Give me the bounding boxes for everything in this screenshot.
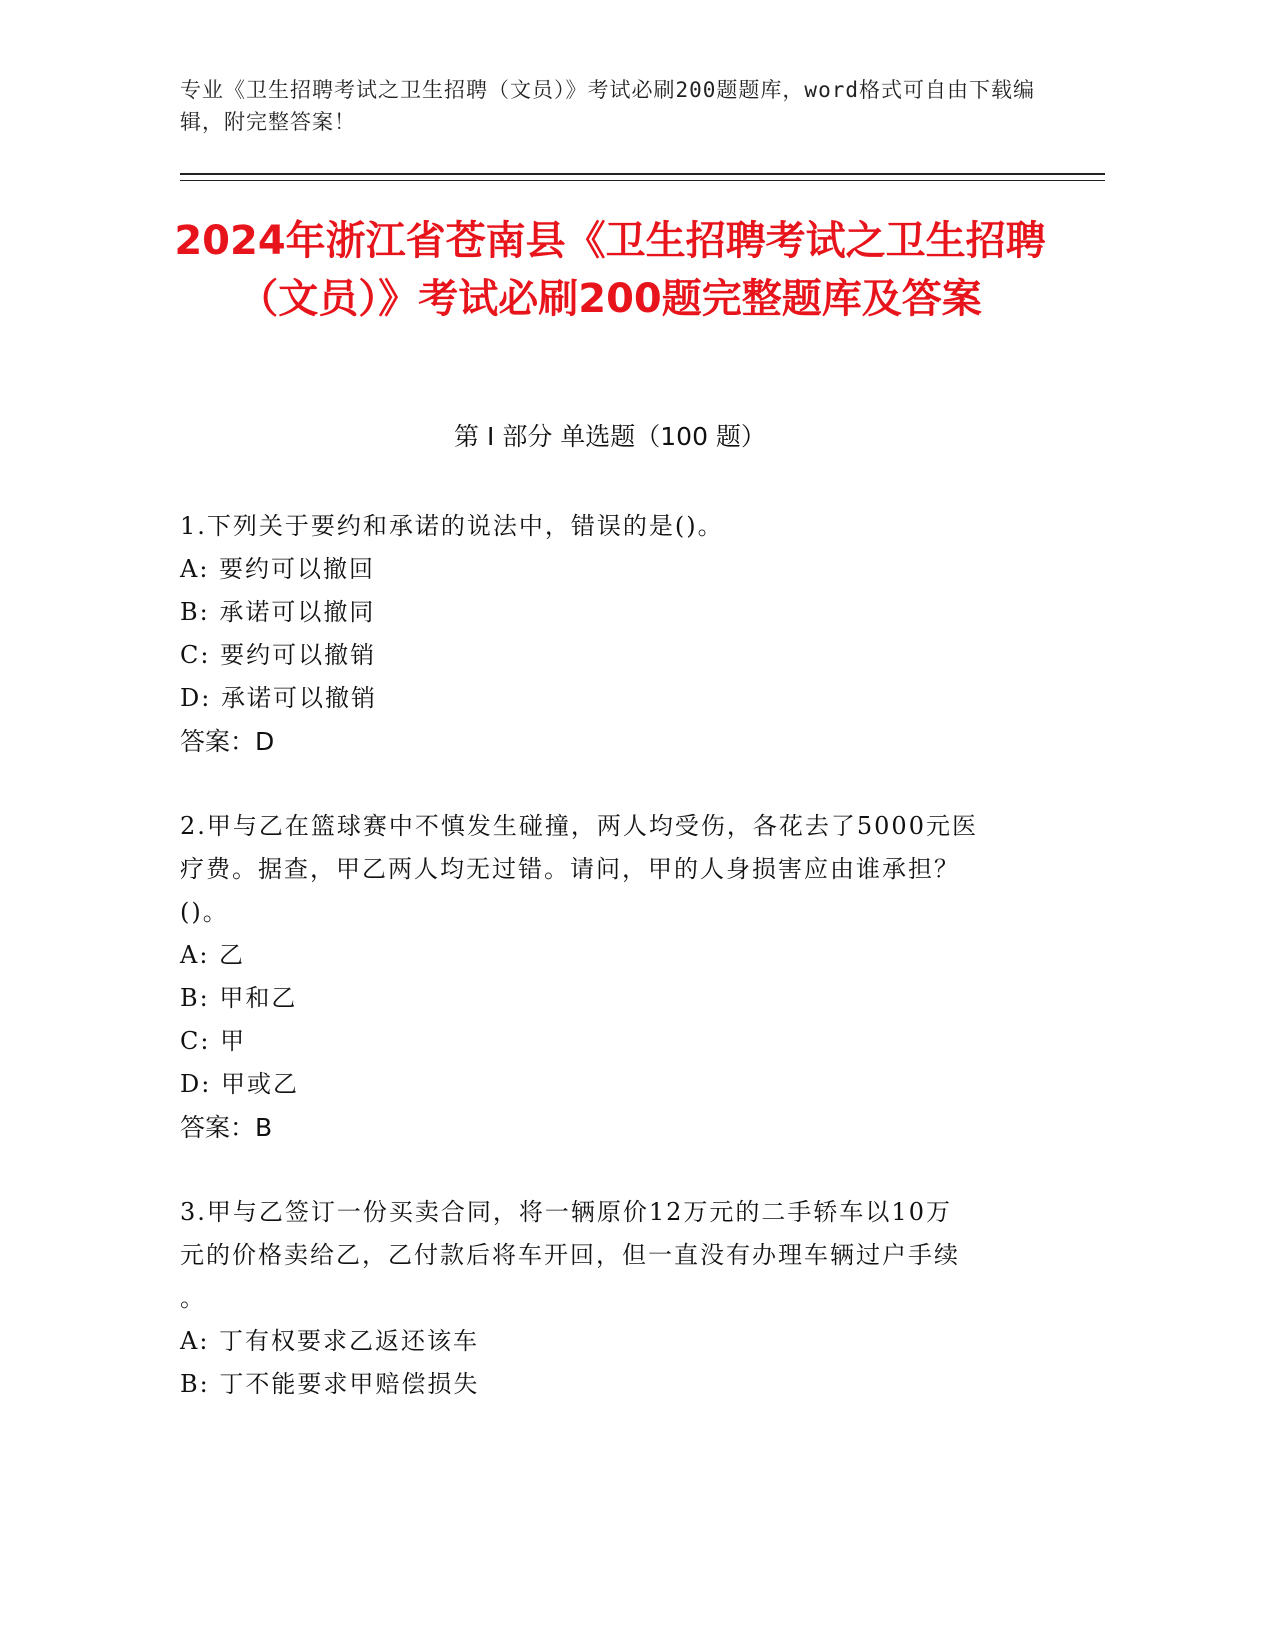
header-divider-thin <box>180 180 1105 181</box>
option-a: A: 乙 <box>180 941 246 969</box>
option-d: D: 甲或乙 <box>180 1070 299 1098</box>
question-text: 疗费。据查，甲乙两人均无过错。请问，甲的人身损害应由谁承担？ <box>180 855 960 883</box>
question-text: 元的价格卖给乙，乙付款后将车开回，但一直没有办理车辆过户手续 <box>180 1241 960 1269</box>
document-title: 2024年浙江省苍南县《卫生招聘考试之卫生招聘（文员）》考试必刷200题完整题库及答案 <box>174 218 1046 322</box>
question-list <box>180 505 1040 1448</box>
option-b: B: 承诺可以撤同 <box>180 598 376 626</box>
option-b: B: 丁不能要求甲赔偿损失 <box>180 1370 480 1398</box>
question-text: ()。 <box>180 898 229 926</box>
answer: 答案：D <box>180 727 275 756</box>
option-d: D: 承诺可以撤销 <box>180 684 377 712</box>
question-text: 。 <box>180 1284 206 1312</box>
question-2 <box>180 805 1040 1149</box>
option-a: A: 丁有权要求乙返还该车 <box>180 1327 480 1355</box>
question-1 <box>180 505 1040 763</box>
question-text: 2.甲与乙在篮球赛中不慎发生碰撞，两人均受伤，各花去了5000元医 <box>180 812 978 840</box>
option-c: C: 要约可以撤销 <box>180 641 377 669</box>
answer: 答案：B <box>180 1113 273 1142</box>
section-heading: 第 I 部分 单选题（100 题） <box>454 422 766 451</box>
header-divider-thick <box>180 173 1105 175</box>
option-b: B: 甲和乙 <box>180 984 298 1012</box>
question-text: 3.甲与乙签订一份买卖合同，将一辆原价12万元的二手轿车以10万 <box>180 1198 952 1226</box>
question-3 <box>180 1191 1040 1406</box>
question-text: 1.下列关于要约和承诺的说法中，错误的是()。 <box>180 512 724 540</box>
header-note: 专业《卫生招聘考试之卫生招聘（文员）》考试必刷200题题库，word格式可自由下载编辑，附完整答案！ <box>180 78 1035 134</box>
option-c: C: 甲 <box>180 1027 247 1055</box>
option-a: A: 要约可以撤回 <box>180 555 376 583</box>
